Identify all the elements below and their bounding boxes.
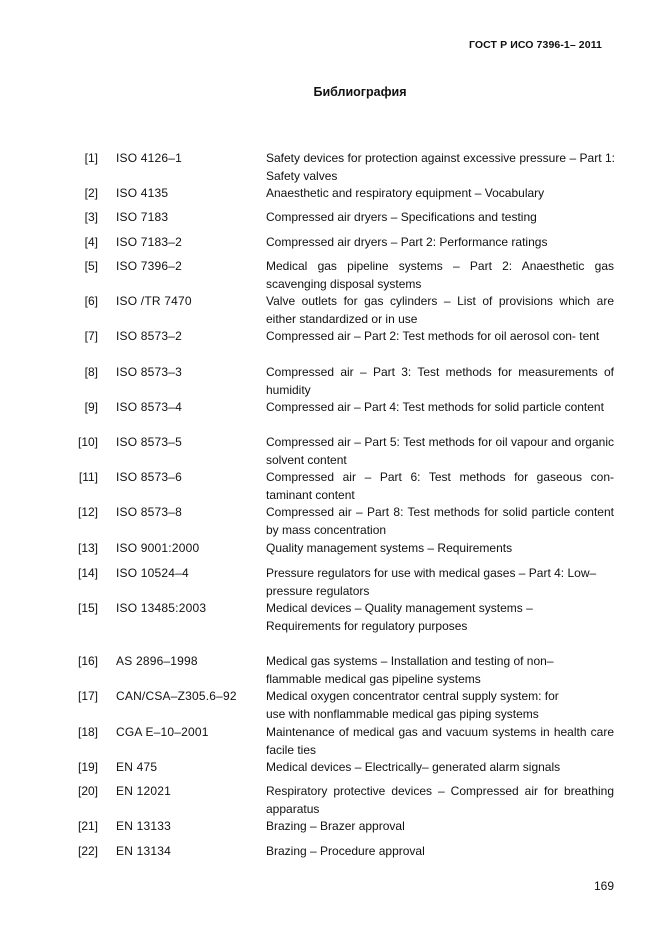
entry-description: Medical devices – Quality management systems – Requirements for regulatory purposes <box>266 601 533 633</box>
entry-code: ISO 4135 <box>116 186 169 200</box>
entry-number: [12] <box>77 505 98 519</box>
entry-code: ISO 7183 <box>116 210 169 224</box>
entry-description: Medical oxygen concentrator central supply system: for use with nonflammable medical gas piping systems <box>266 689 559 721</box>
entry-number: [4] <box>84 235 98 249</box>
entry-description: Respiratory protective devices – Compressed air for breathing apparatus <box>266 784 614 816</box>
entry-number: [22] <box>77 844 98 858</box>
entry-number: [5] <box>84 259 98 273</box>
entry-description: Valve outlets for gas cylinders – List of provisions which are either standardized or in use <box>266 294 614 326</box>
entry-description: Compressed air – Part 8: Test methods for solid particle content by mass concentration <box>266 505 614 537</box>
entry-code: AS 2896–1998 <box>116 654 198 668</box>
entry-code: ISO 8573–3 <box>116 365 183 379</box>
entry-code: ISO 4126–1 <box>116 151 183 165</box>
entry-code: ISO 8573–4 <box>116 400 183 414</box>
entry-description: Safety devices for protection against excessive pressure – Part 1: Safety valves <box>266 151 615 183</box>
entry-code: EN 13134 <box>116 844 171 858</box>
entry-description: Maintenance of medical gas and vacuum systems in health care facile ties <box>266 725 614 757</box>
document-header: ГОСТ Р ИСО 7396-1– 2011 <box>468 39 602 51</box>
entry-number: [20] <box>77 784 98 798</box>
entry-code: CAN/CSA–Z305.6–92 <box>116 689 237 703</box>
entry-code: ISO 9001:2000 <box>116 541 200 555</box>
entry-number: [13] <box>77 541 98 555</box>
entry-code: ISO 7396–2 <box>116 259 183 273</box>
entry-code: ISO 8573–5 <box>116 435 183 449</box>
entry-code: ISO 8573–8 <box>116 505 183 519</box>
entry-number: [7] <box>84 329 98 343</box>
entry-number: [17] <box>77 689 98 703</box>
entry-code: EN 12021 <box>116 784 171 798</box>
page-title: Библиография <box>313 85 407 99</box>
entry-number: [2] <box>84 186 98 200</box>
entry-description: Brazing – Brazer approval <box>266 819 405 833</box>
entry-number: [10] <box>77 435 98 449</box>
entry-number: [3] <box>84 210 98 224</box>
page-number: 169 <box>593 879 614 893</box>
entry-description: Compressed air – Part 3: Test methods for measurements of humidity <box>266 365 614 397</box>
entry-code: CGA E–10–2001 <box>116 725 209 739</box>
entry-number: [6] <box>84 294 98 308</box>
entry-description: Compressed air – Part 6: Test methods for gaseous con- taminant content <box>266 470 614 502</box>
entry-number: [14] <box>77 566 98 580</box>
entry-description: Compressed air – Part 5: Test methods for oil vapour and organic solvent content <box>266 435 614 467</box>
entry-code: ISO 7183–2 <box>116 235 183 249</box>
entry-description: Compressed air – Part 2: Test methods for oil aerosol con- tent <box>266 329 600 343</box>
entry-number: [19] <box>77 760 98 774</box>
entry-description: Anaesthetic and respiratory equipment – Vocabulary <box>266 186 545 200</box>
entry-code: ISO 13485:2003 <box>116 601 207 615</box>
entry-code: ISO 8573–2 <box>116 329 183 343</box>
entry-number: [1] <box>84 151 98 165</box>
entry-description: Medical gas pipeline systems – Part 2: Anaesthetic gas scavenging disposal systems <box>266 259 614 291</box>
entry-description: Compressed air dryers – Part 2: Performance ratings <box>266 235 548 249</box>
entry-description: Medical gas systems – Installation and testing of non–flammable medical gas pipeline systems <box>266 654 554 686</box>
entry-description: Compressed air – Part 4: Test methods for solid particle content <box>266 400 604 414</box>
entry-number: [15] <box>77 601 98 615</box>
entry-code: EN 475 <box>116 760 158 774</box>
entry-number: [21] <box>77 819 98 833</box>
entry-description: Brazing – Procedure approval <box>266 844 425 858</box>
entry-number: [11] <box>78 470 98 484</box>
entry-description: Medical devices – Electrically– generated alarm signals <box>266 760 561 774</box>
entry-number: [16] <box>77 654 98 668</box>
entry-description: Compressed air dryers – Specifications and testing <box>266 210 537 224</box>
entry-number: [9] <box>84 400 98 414</box>
entry-code: EN 13133 <box>116 819 171 833</box>
entry-number: [8] <box>84 365 98 379</box>
entry-code: ISO 8573–6 <box>116 470 183 484</box>
entry-description: Quality management systems – Requirements <box>266 541 513 555</box>
entry-number: [18] <box>77 725 98 739</box>
entry-code: ISO /TR 7470 <box>116 294 192 308</box>
entry-description: Pressure regulators for use with medical gases – Part 4: Low–pressure regulators <box>266 566 597 598</box>
entry-code: ISO 10524–4 <box>116 566 189 580</box>
